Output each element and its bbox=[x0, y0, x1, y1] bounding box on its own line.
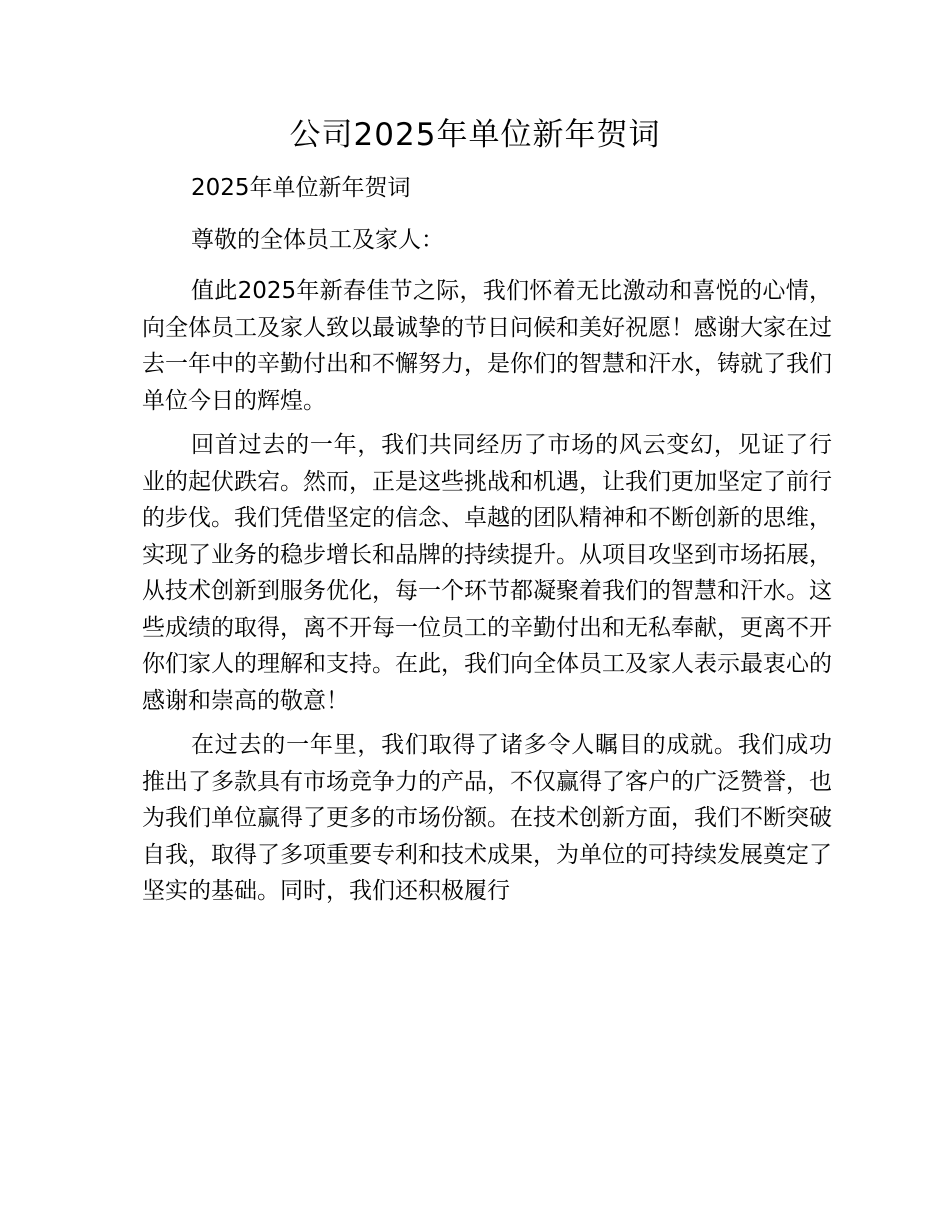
paragraph-salutation: 尊敬的全体员工及家人： bbox=[191, 226, 444, 253]
paragraph-subtitle: 2025年单位新年贺词 bbox=[191, 175, 411, 201]
paragraph-review: 回首过去的一年，我们共同经历了市场的风云变幻，见证了行业的起伏跌宕。然而，正是这些挑战和机遇，让我们更加坚定了前行的步伐。我们凭借坚定的信念、卓越的团队精神和不断创新的思维，实现了业务的稳步增长和品牌的持续提升。从项目攻坚到市场拓展，从技术创新到服务优化，每一个环节都凝聚着我们的智慧和汗水。这些成绩的取得，离不开每一位员工的辛勤付出和无私奉献，更离不开你们家人的理解和支持。在此，我们向全体员工及家人表示最衷心的感谢和崇高的敬意！ bbox=[142, 432, 832, 714]
document-body bbox=[142, 170, 832, 918]
document-title: 公司2025年单位新年贺词 bbox=[289, 117, 661, 153]
paragraph-achievements: 在过去的一年里，我们取得了诸多令人瞩目的成就。我们成功推出了多款具有市场竞争力的产品，不仅赢得了客户的广泛赞誉，也为我们单位赢得了更多的市场份额。在技术创新方面，我们不断突破自我，取得了多项重要专利和技术成果，为单位的可持续发展奠定了坚实的基础。同时，我们还积极履行 bbox=[142, 732, 832, 904]
paragraph-greeting: 值此2025年新春佳节之际，我们怀着无比激动和喜悦的心情，向全体员工及家人致以最诚挚的节日问候和美好祝愿！感谢大家在过去一年中的辛勤付出和不懈努力，是你们的智慧和汗水，铸就了我们单位今日的辉煌。 bbox=[142, 278, 832, 414]
